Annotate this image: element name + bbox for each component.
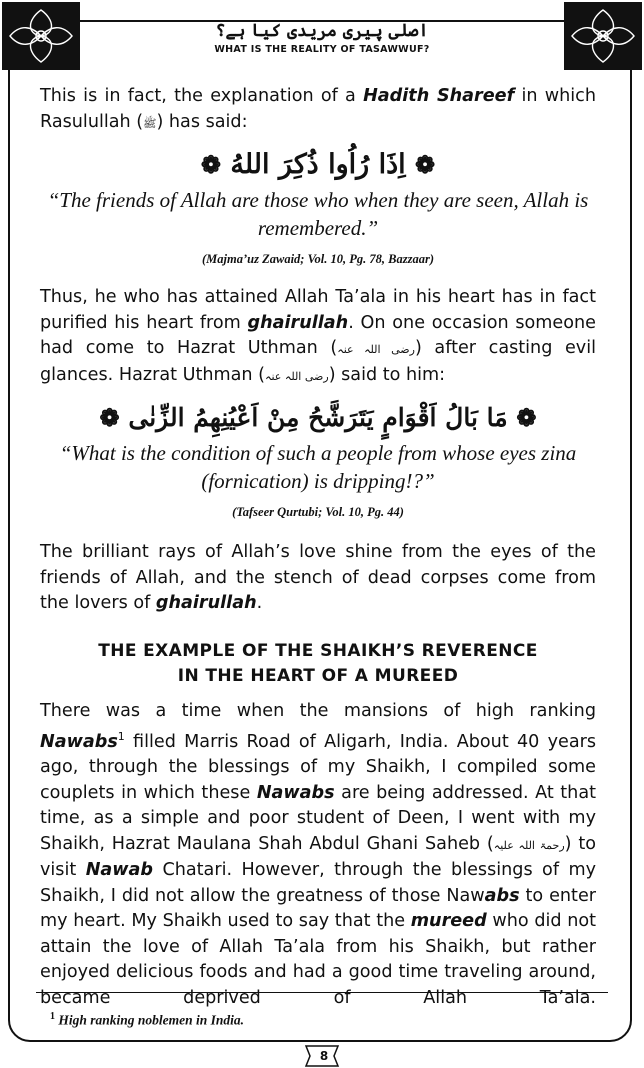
- section-heading: THE EXAMPLE OF THE SHAIKH’S REVERENCE IN THE HEART OF A MUREED: [98, 640, 538, 686]
- corner-ornament-left: [2, 2, 80, 70]
- translation-quote-1: “The friends of Allah are those who when they are seen, Allah is remembered.”: [47, 188, 589, 240]
- footnote-divider: [36, 992, 608, 993]
- arabic-quote-2: ❁ مَا بَالُ اَقْوَامٍ یَتَرَشَّحُ مِنْ اَعْیُنِهِمُ الزِّنٰی ❁: [99, 403, 537, 432]
- arabic-hadith-1: ❁ اِذَا رُاُوا ذُکِرَ اللهُ ❁: [200, 149, 436, 180]
- header-english-title: WHAT IS THE REALITY OF TASAWWUF?: [214, 44, 430, 55]
- corner-ornament-right: [564, 2, 642, 70]
- header-urdu-title: اصلی پیری مریدی کیا ہے؟: [215, 21, 429, 41]
- honorific-saw: ﷺ: [143, 116, 157, 130]
- paragraph-3: The brilliant rays of Allah’s love shine from the eyes of the friends of Allah, and the stench of dead corpses come from the lovers of ghairullah.: [40, 542, 596, 613]
- citation-2: (Tafseer Qurtubi; Vol. 10, Pg. 44): [232, 505, 404, 519]
- footnote-ref: 1: [117, 730, 125, 743]
- paragraph-1: This is in fact, the explanation of a Hadith Shareef in which Rasulullah (ﷺ) has said:: [40, 86, 597, 132]
- citation-1: (Majma’uz Zawaid; Vol. 10, Pg. 78, Bazzaar): [202, 252, 434, 266]
- footnote: $^1$ High ranking noblemen in India.: [50, 1011, 245, 1028]
- translation-quote-2: “What is the condition of such a people from whose eyes zina (fornication) is dripping!?”: [59, 441, 577, 493]
- page-number: 8: [319, 1049, 329, 1063]
- paragraph-2: Thus, he who has attained Allah Ta’ala in his heart has in fact purified his heart from ghairullah. On one occasion someone had come to Hazrat Uthman (رضی اللہ عنہ) after casting evil glances. Hazrat Uthman (رضی اللہ عنہ) said to him:: [40, 287, 596, 385]
- paragraph-4: There was a time when the mansions of high ranking Nawabs$^1$ filled Marris Road of Aligarh, India. About 40 years ago, through the blessings of my Shaikh, I compiled some couplets in which these Nawabs are being addressed. At that time, as a simple and poor student of Deen, I went with my Shaikh, Hazrat Maulana Shah Abdul Ghani Saheb (رحمۃ اللہ علیہ) to visit Nawab Chatari. However, through the blessings of my Shaikh, I did not allow the greatness of those Nawabs to enter my heart. My Shaikh used to say that the mureed who did not attain the love of Allah Ta’ala from his Shaikh, but rather enjoyed delicious foods and had a good time traveling around, became deprived of Allah Ta’ala.: [40, 700, 597, 1008]
- page-content: [40, 84, 596, 1011]
- page-header: [120, 20, 524, 55]
